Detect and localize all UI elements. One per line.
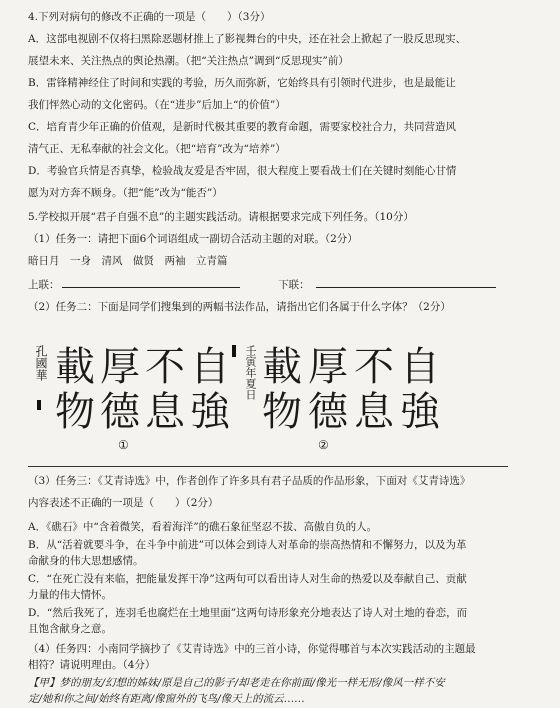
- calligraphy-2-signature: 壬寅年夏日: [244, 345, 257, 400]
- q5-task4-line1: （4）任务四：小南同学摘抄了《艾青诗选》中的三首小诗，你觉得哪首与本次实践活动的主题最: [28, 643, 476, 655]
- answer-divider: [28, 466, 508, 467]
- q4-option-b-line2: 我们怦然心动的文化密码。（在“进步”后加上“的价值”）: [28, 99, 286, 111]
- task3-option-b-line1: B．从“活着就要斗争，在斗争中前进”可以体会到诗人对革命的崇高热情和不懈努力，以及为革: [28, 539, 467, 551]
- calligraphy-1-signature: 孔國華: [34, 345, 48, 381]
- task3-option-d-line2: 且饱含献身之意。: [28, 623, 112, 635]
- cal1-char-1: 載: [55, 344, 95, 390]
- cal2-char-2: 厚: [308, 344, 348, 390]
- calligraphy-1-seal-stamp: [37, 400, 41, 410]
- upper-couplet-label: 上联：: [28, 279, 60, 291]
- q4-option-c-line2: 清气正、无私奉献的社会文化。（把“培育”改为“培养”）: [28, 143, 286, 155]
- cal2-char-6: 德: [308, 389, 348, 435]
- calligraphy-1-mark: [232, 345, 236, 357]
- q5-word-list: 暗日月 一身 清风 做贤 两袖 立青篇: [28, 255, 228, 267]
- cal1-char-5: 物: [55, 389, 95, 435]
- cal2-char-4: 自: [400, 344, 440, 390]
- q5-task2: （2）任务二：下面是同学们搜集到的两幅书法作品，请指出它们各属于什么字体？（2分）: [28, 301, 451, 313]
- q4-option-a-line2: 展望未来、关注热点的舆论热潮。（把“关注热点”调到“反思现实”前）: [28, 55, 349, 67]
- cal1-char-8: 強: [190, 389, 230, 435]
- q4-option-a-line1: A．这部电视剧不仅将扫黑除恶题材推上了影视舞台的中央，还在社会上掀起了一股反思现实、: [28, 33, 467, 45]
- task3-option-b-line2: 命献身的伟大思想感情。: [28, 555, 144, 567]
- couplet-lines: [28, 277, 538, 292]
- q4-option-d-line2: 愿为对方奔不顾身。（把“能”改为“能否”）: [28, 187, 223, 199]
- calligraphy-label-2: ②: [318, 438, 329, 452]
- poem-jia-line2: 定/她和你之间/始终有距离/像窗外的飞鸟/像天上的流云……: [28, 693, 305, 705]
- cal2-char-8: 強: [400, 389, 440, 435]
- calligraphy-label-1: ①: [118, 438, 129, 452]
- poem-jia-line1: 【甲】梦的朋友/幻想的姊妹/原是自己的影子/却老走在你前面/像光一样无形/像风一样不安: [28, 677, 445, 689]
- cal1-char-6: 德: [100, 389, 140, 435]
- cal2-char-3: 不: [354, 344, 394, 390]
- task3-option-c-line1: C．“在死亡没有来临，把能量发挥干净”这两句可以看出诗人对生命的热爱以及奉献自己、贡献: [28, 573, 467, 585]
- q4-option-b-line1: B．雷锋精神经住了时间和实践的考验，历久而弥新，它始终具有引领时代进步，也是最能让: [28, 77, 456, 89]
- q5-task4-line2: 相符？请说明理由。（4分）: [28, 659, 156, 671]
- q5-task1: （1）任务一：请把下面6个词语组成一副切合活动主题的对联。（2分）: [28, 233, 358, 245]
- task3-option-c-line2: 力量的伟大情怀。: [28, 589, 112, 601]
- q5-task3-line1: （3）任务三：《艾青诗选》中，作者创作了许多具有君子品质的作品形象，下面对《艾青诗选》: [28, 475, 471, 487]
- cal2-char-1: 載: [262, 344, 302, 390]
- lower-couplet-blank[interactable]: [316, 277, 496, 288]
- q4-option-d-line1: D．考验官兵情是否真挚，检验战友爱是否牢固，很大程度上要看战士们在关键时刻能心甘情: [28, 165, 457, 177]
- upper-couplet-blank[interactable]: [62, 277, 240, 288]
- q4-stem: 4.下列对病句的修改不正确的一项是（ ）（3分）: [28, 11, 271, 23]
- q4-option-c-line1: C．培育青少年正确的价值观，是新时代极其重要的教育命题，需要家校社合力，共同营造风: [28, 121, 457, 133]
- cal2-char-7: 息: [354, 389, 394, 435]
- cal1-char-2: 厚: [100, 344, 140, 390]
- cal1-char-7: 息: [145, 389, 185, 435]
- q5-task3-line2: 内容表述不正确的一项是（ ）（2分）: [28, 497, 219, 509]
- task3-option-a: A．《礁石》中“含着微笑，看着海洋”的礁石象征坚忍不拔、高傲自负的人。: [28, 521, 378, 533]
- task3-option-d-line1: D．“然后我死了，连羽毛也腐烂在土地里面”这两句诗形象充分地表达了诗人对土地的眷恋，而: [28, 607, 468, 619]
- lower-couplet-label: 下联：: [278, 279, 310, 291]
- q5-stem: 5.学校拟开展“君子自强不息”的主题实践活动。请根据要求完成下列任务。（10分）: [28, 211, 414, 223]
- cal1-char-4: 自: [190, 344, 230, 390]
- cal2-char-5: 物: [262, 389, 302, 435]
- cal1-char-3: 不: [145, 344, 185, 390]
